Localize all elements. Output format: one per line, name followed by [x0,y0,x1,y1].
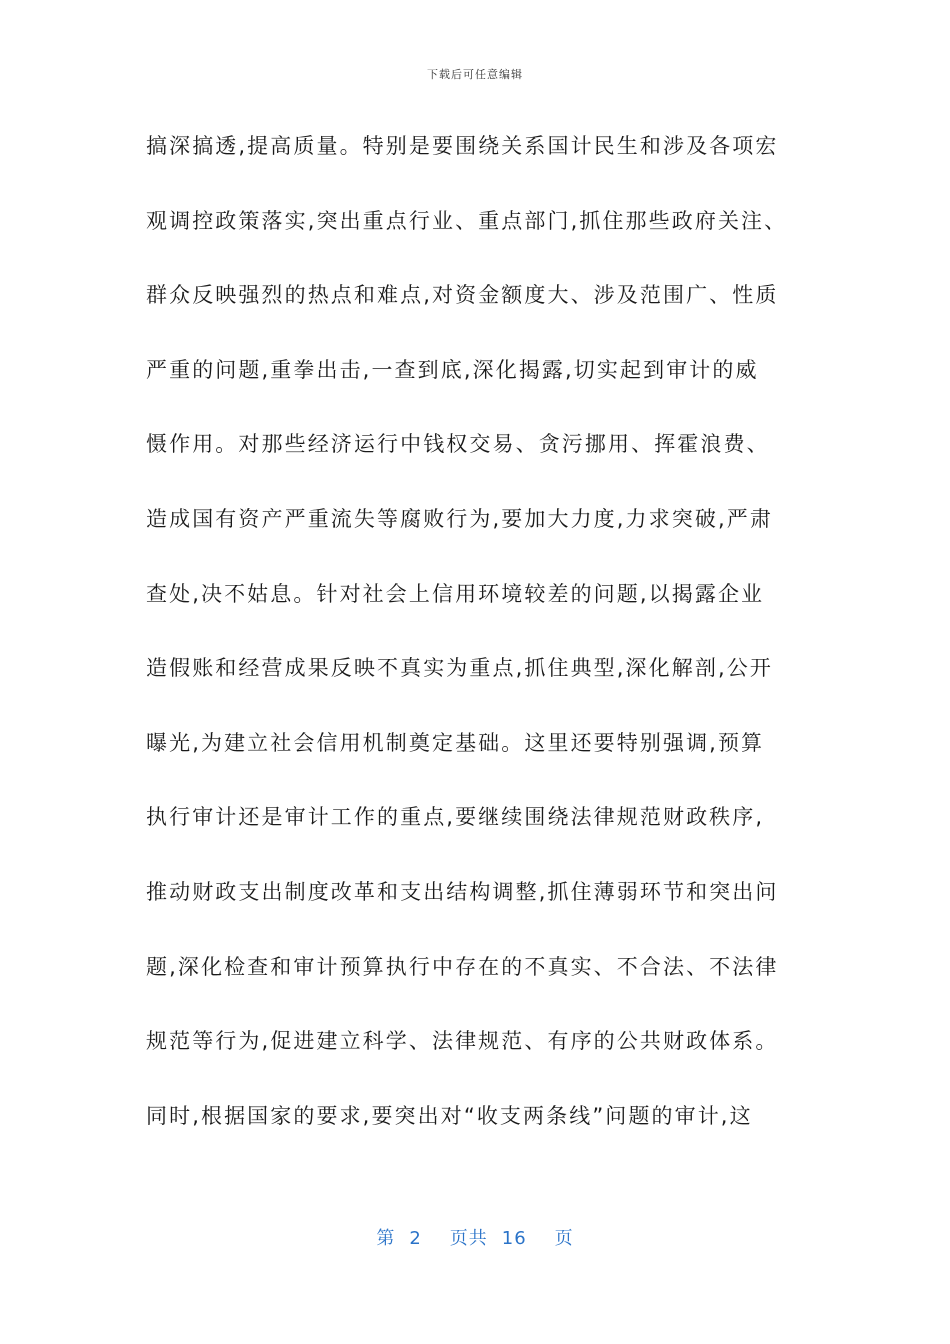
body-line: 查处,决不姑息。针对社会上信用环境较差的问题,以揭露企业 [146,581,765,606]
body-line: 规范等行为,促进建立科学、法律规范、有序的公共财政体系。 [146,1029,779,1054]
body-line: 搞深搞透,提高质量。特别是要围绕关系国计民生和涉及各项宏 [146,134,779,158]
page-total: 16 [501,1228,527,1249]
page-header-note: 下载后可任意编辑 [427,68,523,81]
body-line: 慑作用。对那些经济运行中钱权交易、贪污挪用、挥霍浪费、 [146,432,770,457]
body-line: 推动财政支出制度改革和支出结构调整,抓住薄弱环节和突出问 [146,879,779,904]
body-line: 严重的问题,重拳出击,一查到底,深化揭露,切实起到审计的威 [146,357,759,382]
body-line: 执行审计还是审计工作的重点,要继续围绕法律规范财政秩序, [146,805,765,830]
body-line: 造假账和经营成果反映不真实为重点,抓住典型,深化解剖,公开 [146,656,773,681]
body-line: 曝光,为建立社会信用机制奠定基础。这里还要特别强调,预算 [146,730,765,755]
page-middle: 页共 [449,1228,488,1249]
page-current: 2 [409,1228,422,1249]
page-suffix: 页 [554,1228,574,1249]
body-line: 群众反映强烈的热点和难点,对资金额度大、涉及范围广、性质 [146,283,779,308]
body-line: 观调控政策落实,突出重点行业、重点部门,抓住那些政府关注、 [146,208,788,233]
document-body [146,122,806,1166]
body-line: 题,深化检查和审计预算执行中存在的不真实、不合法、不法律 [146,954,779,979]
body-line: 同时,根据国家的要求,要突出对“收支两条线”问题的审计,这 [146,1103,753,1128]
body-line: 造成国有资产严重流失等腐败行为,要加大力度,力求突破,严肃 [146,506,773,531]
page-prefix: 第 [376,1228,396,1249]
page-number-footer [0,1224,950,1250]
